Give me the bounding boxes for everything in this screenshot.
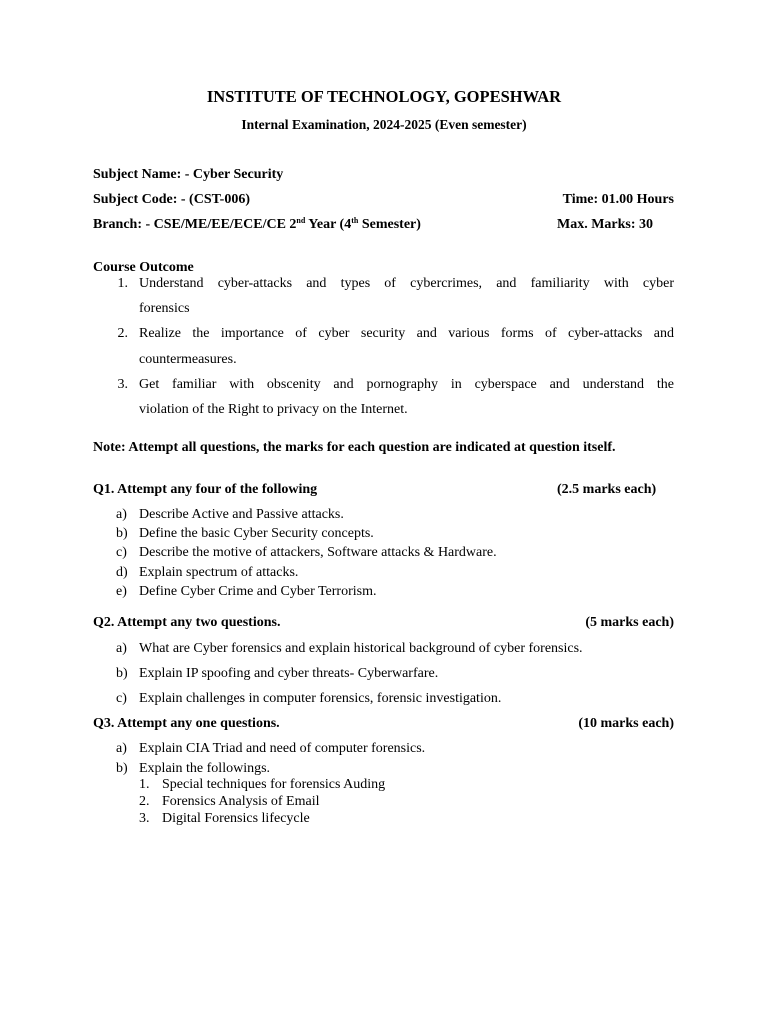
outcome-number: 3.	[117, 377, 128, 392]
outcome-line: Realize the importance of cyber security and various forms of cyber-attacks and	[139, 326, 674, 341]
q2-item-text: What are Cyber forensics and explain historical background of cyber forensics.	[139, 641, 583, 656]
branch-suffix: Semester)	[358, 217, 421, 232]
course-outcome-heading: Course Outcome	[93, 260, 194, 275]
outcome-line-cont: forensics	[139, 301, 190, 316]
q3-marks: (10 marks each)	[578, 716, 674, 731]
q1-item-text: Describe the motive of attackers, Software attacks & Hardware.	[139, 545, 497, 560]
q3-item-label: a)	[116, 741, 127, 756]
q3-subitem-text: Forensics Analysis of Email	[162, 794, 320, 809]
branch-prefix: Branch: - CSE/ME/EE/ECE/CE 2	[93, 217, 297, 232]
q1-item-label: a)	[116, 507, 127, 522]
q3-subitem-number: 3.	[139, 811, 150, 826]
branch-sup-sem: th	[351, 216, 359, 225]
q1-item-text: Define the basic Cyber Security concepts.	[139, 526, 374, 541]
q1-item-text: Define Cyber Crime and Cyber Terrorism.	[139, 584, 377, 599]
q3-item-text: Explain the followings.	[139, 761, 271, 776]
q1-item-label: d)	[116, 565, 128, 580]
q2-item-label: b)	[116, 666, 128, 681]
q3-subitem-number: 2.	[139, 794, 150, 809]
outcome-line-cont: countermeasures.	[139, 352, 237, 367]
q1-marks: (2.5 marks each)	[557, 482, 657, 497]
instructions-note: Note: Attempt all questions, the marks for each question are indicated at question itself.	[93, 440, 616, 455]
q3-item-text: Explain CIA Triad and need of computer forensics.	[139, 741, 426, 756]
q2-item-text: Explain IP spoofing and cyber threats- Cyberwarfare.	[139, 666, 439, 681]
exam-time: Time: 01.00 Hours	[562, 192, 674, 207]
outcome-line-cont: violation of the Right to privacy on the Internet.	[139, 402, 408, 417]
q3-subitem-text: Special techniques for forensics Auding	[162, 777, 386, 792]
q1-item-label: c)	[116, 545, 127, 560]
outcome-line: Understand cyber-attacks and types of cybercrimes, and familiarity with cyber	[139, 276, 674, 291]
branch-mid: Year (4	[305, 217, 352, 232]
q1-item-text: Explain spectrum of attacks.	[139, 565, 299, 580]
branch-info	[93, 217, 421, 233]
q3-title: Q3. Attempt any one questions.	[93, 716, 280, 731]
outcome-number: 2.	[117, 326, 128, 341]
q1-title: Q1. Attempt any four of the following	[93, 482, 318, 497]
outcome-number: 1.	[117, 276, 128, 291]
q3-subitem-text: Digital Forensics lifecycle	[162, 811, 310, 826]
outcome-line: Get familiar with obscenity and pornography in cyberspace and understand the	[139, 377, 674, 392]
branch-sup-year: nd	[296, 216, 306, 225]
q2-item-label: a)	[116, 641, 127, 656]
q2-title: Q2. Attempt any two questions.	[93, 615, 281, 630]
q1-item-label: e)	[116, 584, 127, 599]
q1-item-label: b)	[116, 526, 128, 541]
exam-subtitle: Internal Examination, 2024-2025 (Even semester)	[241, 117, 527, 132]
institute-title: INSTITUTE OF TECHNOLOGY, GOPESHWAR	[206, 87, 562, 106]
q2-item-text: Explain challenges in computer forensics, forensic investigation.	[139, 691, 502, 706]
subject-name: Subject Name: - Cyber Security	[93, 167, 284, 182]
q2-item-label: c)	[116, 691, 127, 706]
subject-code: Subject Code: - (CST-006)	[93, 192, 250, 207]
q3-subitem-number: 1.	[139, 777, 150, 792]
q2-marks: (5 marks each)	[585, 615, 674, 630]
q1-item-text: Describe Active and Passive attacks.	[139, 507, 344, 522]
q3-item-label: b)	[116, 761, 128, 776]
max-marks: Max. Marks: 30	[557, 217, 654, 232]
